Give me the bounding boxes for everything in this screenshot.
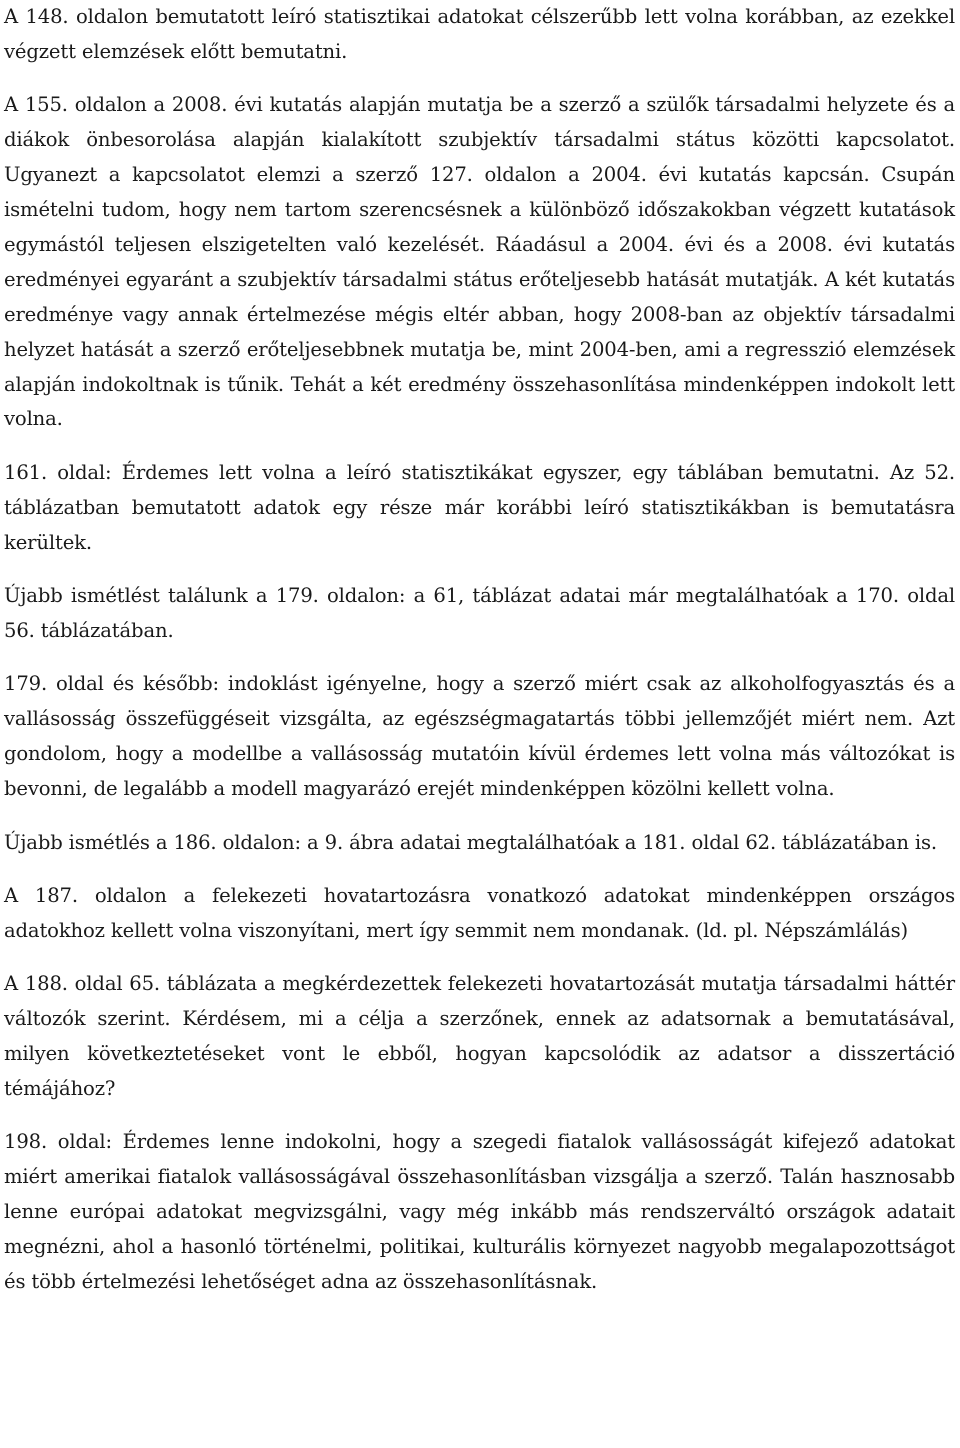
document-page — [4, 0, 955, 1318]
paragraph-page-187: A 187. oldalon a felekezeti hovatartozásra vonatkozó adatokat mindenképpen országos adatokhoz kellett volna viszonyítani, mert így semmit nem mondanak. (ld. pl. Népszámlálás) — [4, 883, 955, 942]
paragraph-page-148: A 148. oldalon bemutatott leíró statisztikai adatokat célszerűbb lett volna korábban, az ezekkel végzett elemzések előtt bemutatni. — [4, 5, 955, 63]
paragraph-page-155: A 155. oldalon a 2008. évi kutatás alapján mutatja be a szerző a szülők társadalmi helyzete és a diákok önbesorolása alapján kialakított szubjektív társadalmi státus közötti kapcsolatot. Ugyanezt a kapcsolatot elemzi a szerző 127. oldalon a 2004. évi kutatás kapcsán. Csupán ismételni tudom, hogy nem tartom szerencsésnek a különböző időszakokban végzett kutatások egymástól teljesen elszigetelten való kezelését. Ráadásul a 2004. évi és a 2008. évi kutatás eredményei egyaránt a szubjektív társadalmi státus erőteljesebb hatását mutatják. A két kutatás eredménye vagy annak értelmezése mégis eltér abban, hogy 2008-ban az objektív társadalmi helyzet hatását a szerző erőteljesebbnek mutatja be, mint 2004-ben, ami a regresszió elemzések alapján indokoltnak is tűnik. Tehát a két eredmény összehasonlítása mindenképpen indokolt lett volna. — [4, 93, 955, 431]
paragraph-page-161: 161. oldal: Érdemes lett volna a leíró statisztikákat egyszer, egy táblában bemutatni. Az 52. táblázatban bemutatott adatok egy része már korábbi leíró statisztikákban is bemutatásra kerültek. — [4, 460, 955, 554]
paragraph-page-179-later: 179. oldal és később: indoklást igényelne, hogy a szerző miért csak az alkoholfogyasztás és a vallásosság összefüggéseit vizsgálta, az egészségmagatartás többi jellemzőjét miért nem. Azt gondolom, hogy a modellbe a vallásosság mutatóin kívül érdemes lett volna más változókat is bevonni, de legalább a modell magyarázó erejét mindenképpen közölni kellett volna. — [4, 672, 955, 801]
paragraph-page-198: 198. oldal: Érdemes lenne indokolni, hogy a szegedi fiatalok vallásosságát kifejező adatokat miért amerikai fiatalok vallásosságával összehasonlításban vizsgálja a szerző. Talán hasznosabb lenne európai adatokat megvizsgálni, vagy még inkább más rendszerváltó országok adatait megnézni, ahol a hasonló történelmi, politikai, kulturális környezet nagyobb megalapozottságot és több értelmezési lehetőséget adna az összehasonlításnak. — [4, 1130, 955, 1293]
paragraph-page-179-repetition: Újabb ismétlést találunk a 179. oldalon: a 61, táblázat adatai már megtalálhatóak a 170. oldal 56. táblázatában. — [4, 584, 955, 642]
paragraph-page-186: Újabb ismétlés a 186. oldalon: a 9. ábra adatai megtalálhatóak a 181. oldal 62. táblázatában is. — [4, 830, 937, 854]
paragraph-page-188: A 188. oldal 65. táblázata a megkérdezettek felekezeti hovatartozását mutatja társadalmi háttér változók szerint. Kérdésem, mi a célja a szerzőnek, ennek az adatsornak a bemutatásával, milyen következtetéseket vont le ebből, hogyan kapcsolódik az adatsor a disszertáció témájához? — [4, 972, 955, 1100]
